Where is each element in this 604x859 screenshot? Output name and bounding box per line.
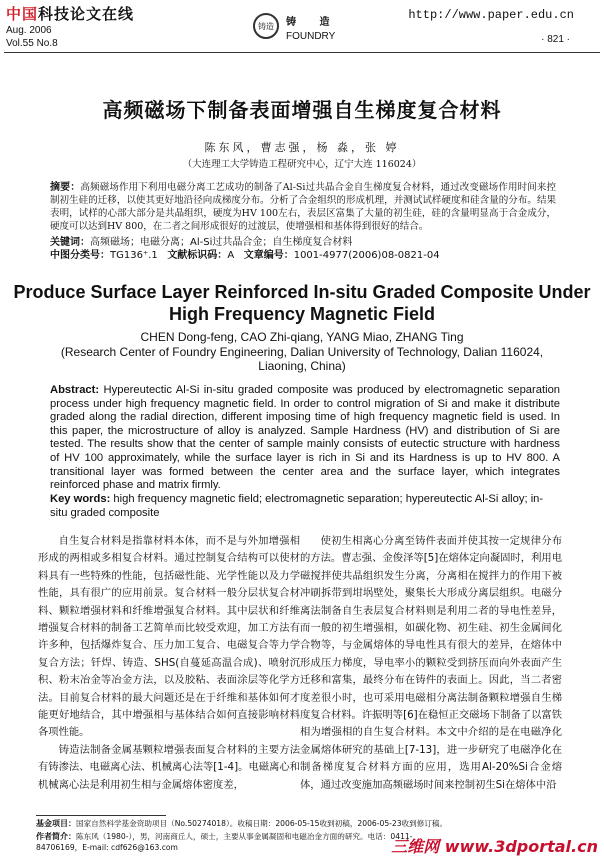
journal-name-en: FOUNDRY <box>286 31 336 42</box>
title-zh: 高频磁场下制备表面增强自生梯度复合材料 <box>102 98 502 122</box>
abstract-en-text: Hypereutectic Al-Si in-situ graded composite was produced by electromagnetic separation process under high frequency magnetic field. In order to control migration of Si and make it distribute graded along the radial direction, different imposing time of high frequency magnetic field is used. In this paper, the microstructure of alloy is analyzed. Sample Hardness (HV) and distribution of Si are tested. The results show that the center of sample mainly consists of eutectic structure with hardness of HV 100 approximately, while the surface layer is rich in Si and its Hardness is up to HV 800. A transitional layer was formed between the center area and the surface layer, which integrates reinforced phase and matrix firmly. <box>50 384 561 492</box>
footnote-divider <box>36 815 166 816</box>
paragraph: 使初生相离心分离至铸件表面并使其按一定规律分布的方法。曹志强、金俊泽等[5]在熔体定向凝固时，利用电磁搅拌使共晶组织发生分离，分离相在搅拌力的作用下被冲刷拆带到坩埚壁处，聚集长大形成分离层组织。电磁分离法制备自生表层复合材料则是利用二者的导电性差异，而一般的初生增强相，如碳化物、初生硅、初生金属间化合物等，与金属熔体的导电性具有很大的差异，在熔体中形成压力梯度，导电率小的颗粒受到挤压而向外表面产生迁移和富集，最终分布在铸件的表面上。因此，当二者密度差很小时，也可采用电磁相分离法制备颗粒增强自生梯度复合材料。许振明等[6]在稳恒正交磁场下制备了以富铁相为增强相的自生复合材料。本文中介绍的是在电磁净化金属熔体研究的基础上[7-13]，进一步研究了电磁净化在制备梯度复合材料方面的应用，选用Al-20%Si合金熔体，通过改变施加高频磁场时间来控制初生Si在熔体中沿 <box>300 535 562 791</box>
website-url: http://www.paper.edu.cn <box>408 8 574 22</box>
keywords-zh-label: 关键词： <box>50 237 90 248</box>
abstract-zh-text: 高频磁场作用下利用电磁分离工艺成功的制备了Al-Si过共晶合金自生梯度复合材料，通过改变磁场作用时间来控制初生硅的迁移，以使其更好地沿径向成梯度分布。分析了合金组织的形成机理，并测试试样硬度和硅含量的分布。结果表明，试样的心部大部分是共晶组织，硬度为HV 100左右，表层区富集了大量的初生硅，硅的含量明显高于合金成分，硬度可以达到HV 800，在二者之间形成很好的过渡层，使增强相和基体得到很好的结合。 <box>50 182 556 232</box>
journal-logo: 中国科技论文在线 <box>6 5 135 23</box>
footnote-author: 作者简介：陈东风（1980-），男，河南商丘人，硕士，主要从事金属凝固和电磁冶金方面的研究。电话：0411-84706169，E-mail: cdf626@163.com <box>36 832 413 852</box>
issue-date: Aug. 2006 <box>6 25 52 36</box>
abstract-zh-label: 摘要： <box>50 182 81 193</box>
abstract-zh <box>50 181 556 233</box>
body-column-left <box>38 533 300 794</box>
volume-number: Vol.55 No.8 <box>6 38 58 49</box>
affiliation-zh: （大连理工大学铸造工程研究中心，辽宁大连 116024） <box>182 159 422 170</box>
paragraph: 铸造法制备金属基颗粒增强表面复合材料的主要方法有铸渗法、电磁离心法、机械离心法等[1-4]。电磁离心和机械离心法是利用初生相与金属熔体密度差， <box>38 743 300 791</box>
abstract-en <box>50 384 560 493</box>
body-column-right <box>300 533 562 794</box>
journal-name-zh: 铸 造 <box>286 17 340 28</box>
keywords-en <box>50 493 560 520</box>
affiliation-en: (Research Center of Foundry Engineering, Dalian University of Technology, Dalian 116024, Liaoning, China) <box>60 345 544 373</box>
classification-line: 中图分类号：TG136⁺.1 文献标识码：A 文章编号：1001-4977(2006)08-0821-04 <box>50 250 440 261</box>
journal-seal-icon: 铸造 <box>253 13 279 39</box>
journal-name <box>286 16 339 44</box>
keywords-zh <box>50 236 560 249</box>
footnote-fund: 基金项目：国家自然科学基金资助项目（No.50274018）。收稿日期：2006-05-15收到初稿，2006-05-23收到修订稿。 <box>36 819 448 828</box>
header-divider <box>4 52 600 53</box>
authors-zh: 陈东风，曹志强，杨 淼，张 婷 <box>204 141 400 154</box>
watermark: 三维网 www.3dportal.cn <box>391 837 598 856</box>
abstract-en-label: Abstract: <box>50 384 100 396</box>
keywords-en-label: Key words: <box>50 493 111 505</box>
title-en: Produce Surface Layer Reinforced In-situ Graded Composite Under High Frequency Magnetic Field <box>13 282 591 324</box>
issue-info <box>6 24 58 50</box>
keywords-en-text: high frequency magnetic field; electromagnetic separation; hypereutectic Al-Si alloy; in-situ graded composite <box>50 493 544 519</box>
authors-en: CHEN Dong-feng, CAO Zhi-qiang, YANG Miao, ZHANG Ting <box>140 330 464 344</box>
page-number: · 821 · <box>541 34 570 45</box>
paragraph: 自生复合材料是指靠材料本体，而不是与外加增强相形成的两相或多相复合材料。通过控制复合结构可以使材料具有一些特殊的性能，包括磁性能、光学性能以及力学性能，具有很广的应用前景。复合材料一般分层状复合材料、颗粒增强材料和纤维增强复合材料。其中层状和纤维增强复合材料的制备工艺简单而比较受欢迎，加工方法有许多种，包括爆炸复合、压力加工复合、电磁复合等力学复合方法；钎焊、铸造、SHS(自蔓延高温合成)、喷射沉积、粉末冶金等冶金方法，以及胶粘、表面涂层等化学方法。目前复合材料的最大问题还是在于纤维和基体如何才能更好地结合，其中增强相与基体结合如何直接影响材料各项性能。 <box>38 535 300 739</box>
keywords-zh-text: 高频磁场；电磁分离；Al-Si过共晶合金；自生梯度复合材料 <box>90 237 353 248</box>
